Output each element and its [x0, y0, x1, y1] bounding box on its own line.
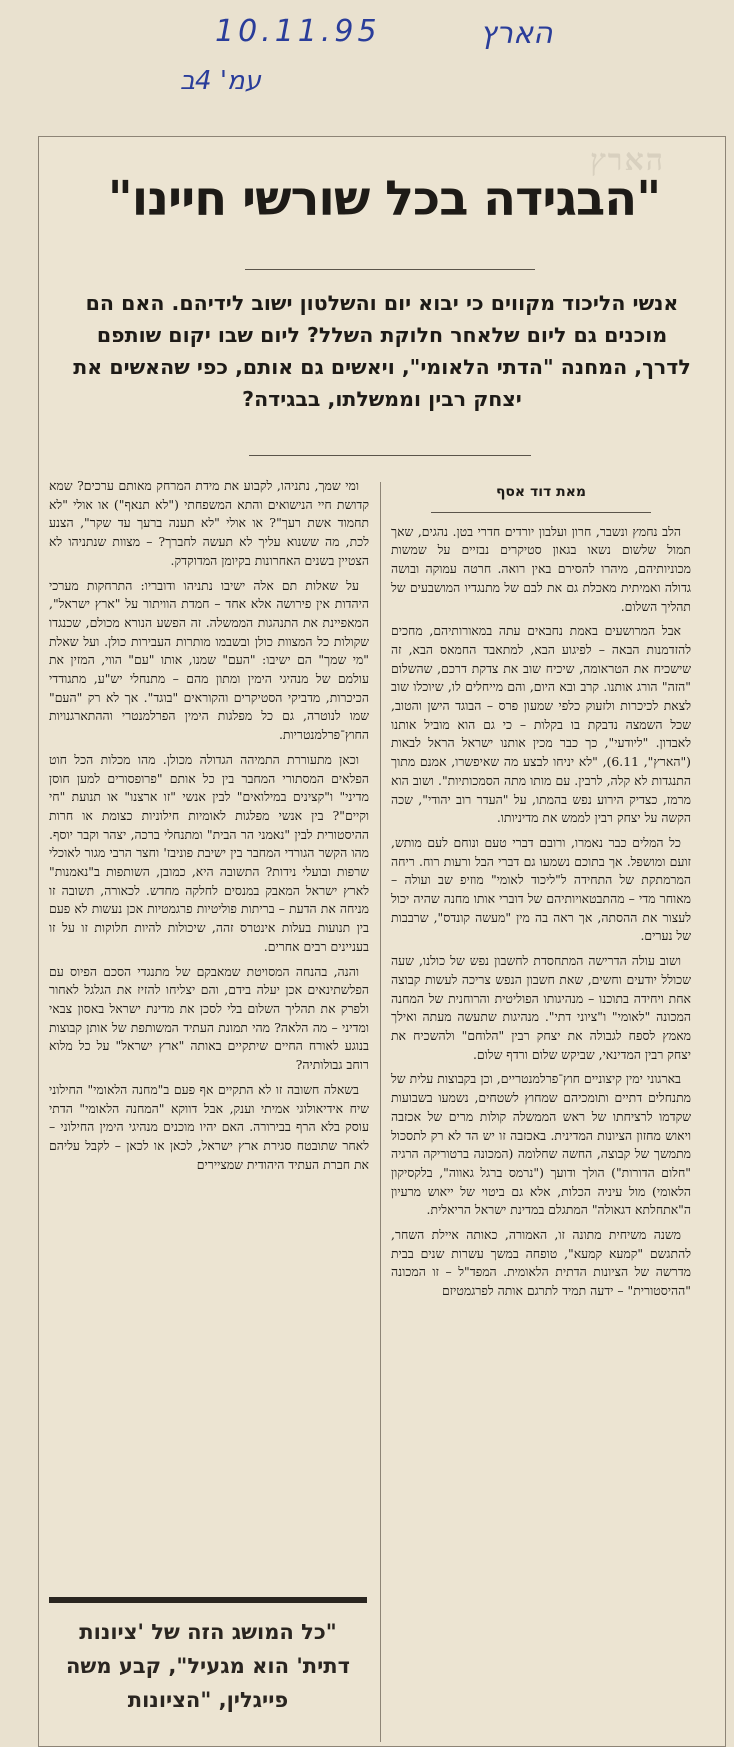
paragraph: על שאלות תם אלה ישיבו נתניהו ודובריו: התרחקות מערכי היהדות אין פירושה אלא אחד – חמדת הוויתור על "ארץ ישראל", המאפיינת את התנהגות הממשלה. זה הפשע הנורא מכולם, שכנגדו שקולות כל המצוות כולן ובשבמו מותרות העבירות כולן. ועל שאלת "מי שמך" הם ישיבו: "העם" שמנו, אותו "עם" הווי, המזין את עולמם של מנהיגי הימין ומתון מהם – מתנחלי יש"ע, מתגודדי הכיכרות, מדביקי הסטיקרים והקוראים "בוגד". אך לא רק "העם" שמו לנוטרה, גם כל מפלגות הימין הפרלמנטרי וההתארגנויות החוץ־פרלמנטריות. [49, 577, 369, 743]
handwritten-source: הארץ [480, 16, 553, 51]
byline-rule [431, 512, 651, 513]
column-divider [380, 482, 381, 1742]
paragraph: וכאן מתעוררת התמיהה הגדולה מכולן. מהו מכלות הכל חוט הפלאים המסתורי המחבר בין כל אותם "פרופסורים למען חוסן מדיני" ו"קצינים במילואים" לבין אנשי "זו ארצנו" או תנועת "חי וקיים"? בין אנשי מפלגות לאומיות חילוניות כצומת או חרות ההיסטורית לבין "נאמני הר הבית" ומתנחלי ברכה, יצהר וקבר יוסף. מהו הקשר הגורדי המחבר בין ישיבת פוניבז' וחצר הרבי מגור לאוכלי שרפות ובועלי נידות? התשובה היא, כמובן, השותפות ב"נאמנות" לארץ ישראל המאבק במנסים לחלקה מחדש. לכאורה, תשובה זו מניחה את הדעת – בריתות פוליטיות פרגמטיות אכן נעשות לא פעם בין תנועות בעלות אינטרס זהה, שיכולות להיות חלוקות זו על זו בעניינים רבים אחרים. [49, 751, 369, 954]
newspaper-clipping [38, 136, 726, 1747]
byline: מאת דוד אסף [495, 484, 587, 500]
paragraph: אבל המרושעים באמת נחבאים עתה במאורותיהם, מחכים להזדמנות הבאה – לפיגוע הבא, למתאבד החמאס הבא, זה שישכיח את הטראומה, שיכיח שוב את צדקת דרכם, שהשלום "הזה" הורג אותנו. קרב ובא היום, והם מייחלים לו, שיוכלו שוב לצאת לכיכרות ולזעוק כלפי שמעון פרס – הבוגד הישן והטוב, שכל השמצה נדבקת בו בקלות – כי גם הוא מוביל אותנו לאבדון. "ליודעי", כך כבר מכין אותנו ישראל הראל לבאות ("הארץ", 6.11), "לא יניחו לבצע מה שאיפשרו, אמנם מתוך התנגדות לא קלה, לרבין. עם מותו מתה הסמכותיות". ושוב הוא מרמז, כצדיק הירוע נפש בהמתו, על "העדר רוב יהודי", שכה הקשה על יצחק רבין לממש את מדיניותו. [391, 623, 691, 826]
handwritten-page: עמ' 4ב [180, 66, 261, 96]
headline: "הבגידה בכל שורשי חיינו" [107, 171, 661, 227]
paragraph: כל המלים כבר נאמרו, ורובם דברי טעם ונוחם לעם מותש, זועם ומושפל. אך בתוכם נשמעו גם דברי הבל ורעות רוח. ריחה המרמתקת של התחידה ל"ליכוד לאומי" מוזיפ שב ועולה – מאוחר מדי – מהתבטאויותיהם של דוברי אותו מחנה שהיה יכול לעצור את ההסתה, אך ראה בה מין "מעשה קונדס", שרבבות של נערים. [391, 834, 691, 944]
paragraph: בארגוני ימין קיצוניים חוץ־פרלמנטריים, וכן בקבוצות עלית של מתנחלים דתיים ותומכיהם שמחוץ לשטחים, נשמעו בשבועות שקדמו לרציחתו של ראש הממשלה קולות מרים של אכזבה ויאוש מחזון הציונות המדינית. באכזבה זו יש הד לא רק לתסכול מתמשך של קבוצה, החשה שחלומה (המכונה ברטוריקה הרגיה "חלום הדורות") הולך ודועך ("נרמס ברגל גאווה", בלקסיקון הלאומי) מול עיניה הכלות, אלא גם ביטוי של ייאוש מרעיון ה"אתחלתא דגאולה" המתגלם במדינת ישראל הריאלית. [391, 1071, 691, 1218]
paragraph: בשאלה חשובה זו לא התקיים אף פעם ב"מחנה הלאומי" החילוני שיח אידיאולוגי אמיתי וענק, אבל דווקא "המחנה הלאומי" הדתי עוסק בלא הרף בבירורה. האם יהיו מוכנים מנהיגי הימין החילוני – לאחר שתובטח סגירת ארץ ישראל, לכאן או לכאן – לקבל עליהם את חברת העתיד היהודית שמציירים [49, 1081, 369, 1172]
article-column-left [49, 477, 369, 1180]
headline-rule [245, 269, 535, 270]
paragraph: משנה משיחית מתונה זו, האמורה, כאותה איילת השחר, להתגשם "קמעא קמעא", טופחה במשך עשרות שנים בבית מדרשה של הציונות הדתית הלאומית. המפד"ל – זו המכונה "ההיסטורית" – ידעה תמיד לתרגם אותה לפרגמטיזם [391, 1227, 691, 1299]
paragraph: ומי שמך, נתניהו, לקבוע את מידת המרחק מאותם ערכים? שמא קדושת חיי הנישואים והתא המשפחתי ("לא תנאף") או אולי "לא תחמוד אשת רעך"? או אולי "לא תענה ברעך עד שקר", הצנע לכת, מה ששנוא עליך לא תעשה לחברך? – מצוות שנתניהו לא הצטיין בשנים האחרונות בקיומן המדוקדק. [49, 478, 369, 568]
paragraph: והנה, בהנחה המסויטת שמאבקם של מתנגדי הסכם הפיוס עם הפלשתינאים אכן יעלה בידם, והם יצליחו להזיז את הגלגל לאחור ולפרק את תהליך השלום בלי לסכן את מדינת ישראל באסון צבאי ומדיני – מה הלאה? מהי תמונת העתיד המשותפת של אותן קבוצות בנוגע לאורח החיים שיתקיים באותה "ארץ ישראל" על כל מלוא רוחב גבולותיה? [49, 963, 369, 1073]
subhead-rule [249, 455, 531, 456]
pull-quote-bar [49, 1597, 367, 1603]
pull-quote: "כל המושג הזה של 'ציונות דתית' הוא מגעיל", קבע משה פייגלין, "הציונות [66, 1620, 350, 1712]
subheadline: אנשי הליכוד מקווים כי יבוא יום והשלטון ישוב לידיהם. האם הם מוכנים גם ליום שלאחר חלוקת השלל? ליום שבו יקום שותפם לדרך, המחנה "הדתי הלאומי", ויאשים גם אותם, כפי שהאשים את יצחק רבין וממשלתו, בבגידה? [73, 291, 691, 411]
handwritten-date: 10.11.95 [215, 14, 381, 49]
paragraph: ושוב עולה הדרישה המתחסדת לחשבון נפש של כולנו, שעה שכולל יודעים וחשים, שאת חשבון הנפש צריכה לעשות קבוצה אחת ויחידה בתוכנו – מנהיגותו הפוליטית והרוחנית של המחנה המכונה "לאומי" ו"ציוני דתי". מנהיגות שתעשה מעתה ואילך מאמץ לספח לגבולה את יצחק רבין "הלוחם" ולהשכיח את יצחק רבין המדינאי, שביקש שלום ורדף שלום. [391, 953, 691, 1062]
article-column-right [391, 477, 691, 1307]
paragraph: הלב נחמץ ונשבר, חרון ועלבון יורדים חדרי בטן. נהגים, שאך תמול שלשום נשאו בגאון סטיקרים נבזיים על שמשות מכוניותיהם, מיהרו להסירם באין רואה. חרטה עמוקה ובושה גדולה ואמיתית מאכלת גם את לבם של מתנגדיו המושבעים של תהליך השלום. [391, 523, 691, 614]
bleed-through-text: הארץ [590, 143, 665, 178]
